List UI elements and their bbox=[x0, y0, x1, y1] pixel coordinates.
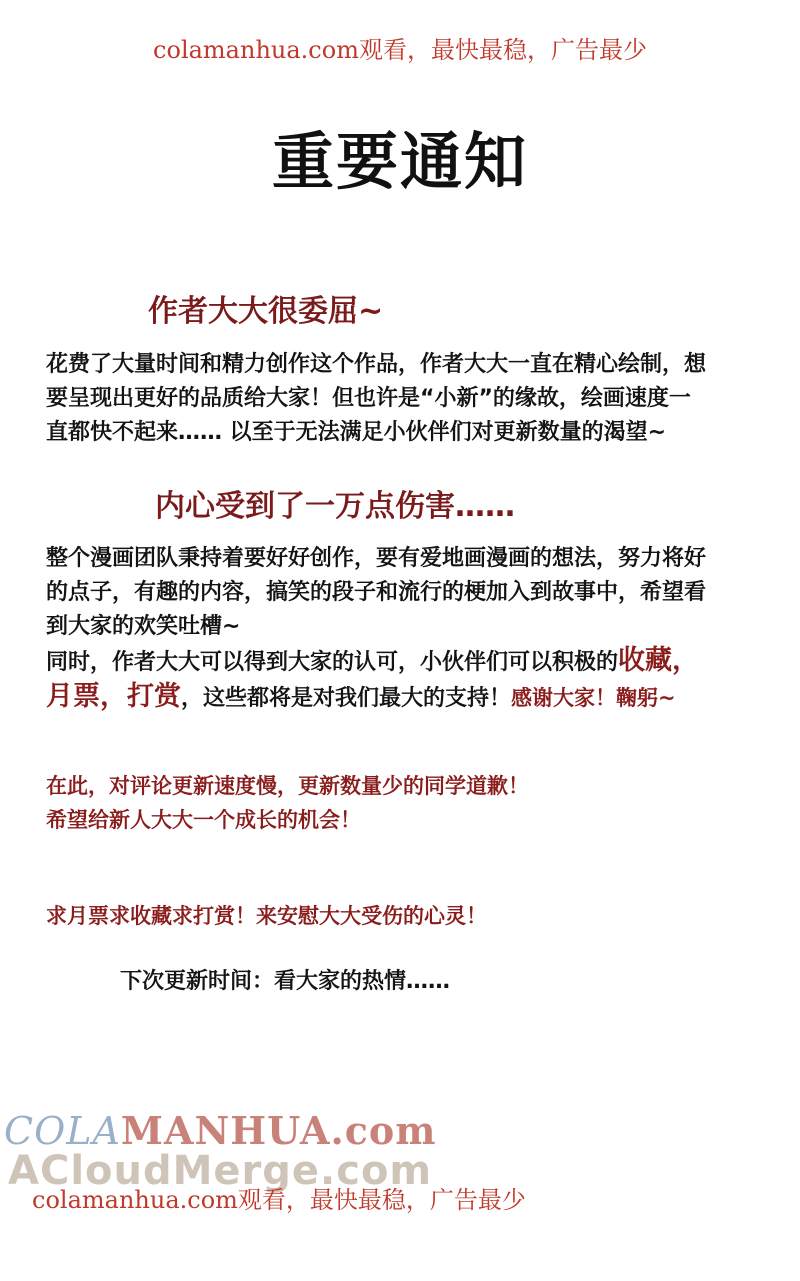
logo-cola: COLA bbox=[4, 1109, 121, 1153]
section2-line-3: 到大家的欢笑吐槽~ bbox=[46, 614, 241, 639]
section1-line-2: 要呈现出更好的品质给大家！但也许是“小新”的缘故，绘画速度一 bbox=[46, 386, 691, 411]
section1-paragraph bbox=[46, 348, 776, 450]
section2-paragraph bbox=[46, 542, 776, 716]
apology-line-2: 希望给新人大大一个成长的机会！ bbox=[46, 808, 361, 832]
section1-line-3: 直都快不起来…… 以至于无法满足小伙伴们对更新数量的渴望~ bbox=[46, 420, 667, 445]
acloudmerge-logo: ACloudMerge.com bbox=[8, 1148, 433, 1194]
collect-emphasis: 收藏， bbox=[618, 645, 700, 676]
section2-heading: 内心受到了一万点伤害…… bbox=[155, 489, 515, 524]
colamanhua-logo bbox=[4, 1108, 436, 1153]
watermark-top: colamanhua.com观看，最快最稳，广告最少 bbox=[153, 36, 647, 64]
section1-line-1: 花费了大量时间和精力创作这个作品，作者大大一直在精心绘制，想 bbox=[46, 352, 707, 377]
thanks-text: 感谢大家！鞠躬~ bbox=[511, 686, 676, 710]
apology-line-1: 在此，对评论更新速度慢，更新数量少的同学道歉！ bbox=[46, 774, 529, 798]
request-line: 求月票求收藏求打赏！来安慰大大受伤的心灵！ bbox=[46, 904, 487, 928]
watermark-bottom: colamanhua.com观看，最快最稳，广告最少 bbox=[32, 1186, 526, 1214]
logo-manhua: MANHUA.com bbox=[120, 1108, 437, 1153]
page-title: 重要通知 bbox=[271, 125, 528, 198]
ticket-reward-emphasis: 月票，打赏 bbox=[46, 681, 181, 712]
section2-line-4-prefix: 同时，作者大大可以得到大家的认可，小伙伴们可以积极的 bbox=[46, 650, 619, 675]
section2-line-5-mid: ，这些都将是对我们最大的支持！ bbox=[181, 686, 512, 711]
section1-heading: 作者大大很委屈~ bbox=[148, 294, 384, 329]
section2-line-1: 整个漫画团队秉持着要好好创作，要有爱地画漫画的想法，努力将好 bbox=[46, 546, 707, 571]
section2-line-5 bbox=[46, 680, 776, 716]
section2-line-4 bbox=[46, 644, 776, 680]
section2-line-2: 的点子，有趣的内容，搞笑的段子和流行的梗加入到故事中，希望看 bbox=[46, 580, 707, 605]
next-update-line: 下次更新时间：看大家的热情…… bbox=[120, 969, 451, 994]
